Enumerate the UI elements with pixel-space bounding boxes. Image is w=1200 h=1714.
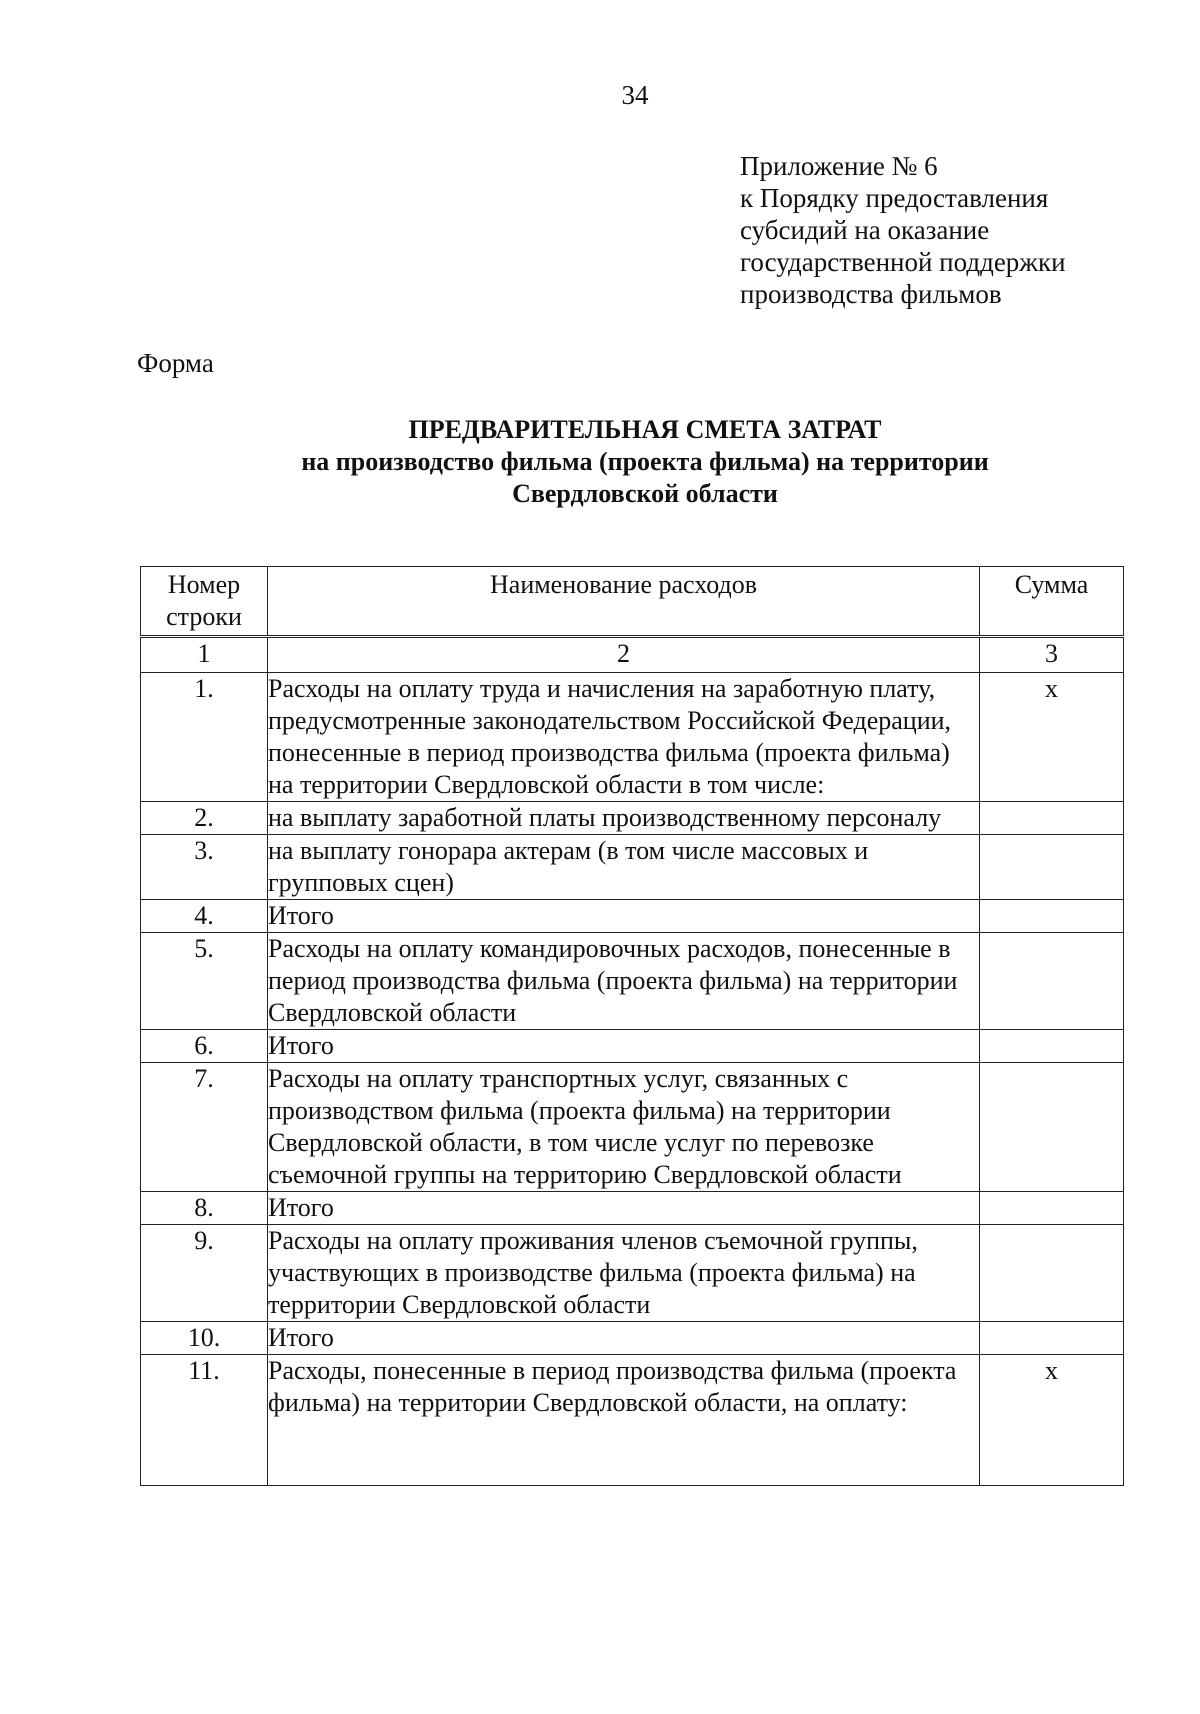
column-number: 2: [268, 637, 980, 673]
row-number-cell: 8.: [141, 1192, 268, 1225]
table-header-row: [141, 567, 1124, 637]
header-name: Наименование расходов: [268, 567, 980, 637]
appendix-note: [740, 150, 1066, 310]
appendix-line: Приложение № 6: [740, 151, 938, 181]
row-name-cell: Расходы на оплату проживания членов съемочной группы, участвующих в производстве фильма (проекта фильма) на территории Свердловской области: [268, 1225, 980, 1322]
row-sum-cell: [980, 1192, 1124, 1225]
row-name-cell: на выплату гонорара актерам (в том числе массовых и групповых сцен): [268, 835, 980, 900]
form-label: Форма: [137, 348, 214, 378]
header-sum: Сумма: [980, 567, 1124, 637]
appendix-line: к Порядку предоставления: [740, 183, 1049, 213]
row-number-cell: 5.: [141, 933, 268, 1030]
row-sum-cell: [980, 1063, 1124, 1192]
row-sum-cell: x: [980, 1355, 1124, 1486]
row-sum-cell: [980, 835, 1124, 900]
row-name-cell: Расходы на оплату труда и начисления на заработную плату, предусмотренные законодательством Российской Федерации, понесенные в период производства фильма (проекта фильма) на территории Свердловской области в том числе:: [268, 673, 980, 802]
table-row: [141, 900, 1124, 933]
estimate-table: [140, 566, 1124, 1486]
row-number-cell: 6.: [141, 1030, 268, 1063]
table-row: [141, 1030, 1124, 1063]
row-name-cell: Расходы, понесенные в период производства фильма (проекта фильма) на территории Свердловской области, на оплату:: [268, 1355, 980, 1486]
row-sum-cell: [980, 1225, 1124, 1322]
row-number-cell: 4.: [141, 900, 268, 933]
column-number: 3: [980, 637, 1124, 673]
appendix-line: субсидий на оказание: [740, 215, 990, 245]
table-row: [141, 1192, 1124, 1225]
title-line-1: ПРЕДВАРИТЕЛЬНАЯ СМЕТА ЗАТРАТ: [408, 415, 882, 444]
row-name-cell: Расходы на оплату транспортных услуг, связанных с производством фильма (проекта фильма) на территории Свердловской области, в том числе услуг по перевозке съемочной группы на территорию Свердловской области: [268, 1063, 980, 1192]
row-name-cell: Итого: [268, 1192, 980, 1225]
row-number-cell: 1.: [141, 673, 268, 802]
document-title: [0, 414, 1200, 510]
row-name-cell: Итого: [268, 1030, 980, 1063]
table-row: [141, 673, 1124, 802]
table-row: [141, 1225, 1124, 1322]
row-number-cell: 10.: [141, 1322, 268, 1355]
row-number-cell: 11.: [141, 1355, 268, 1486]
column-numbers-row: [141, 637, 1124, 673]
row-name-cell: Расходы на оплату командировочных расходов, понесенные в период производства фильма (проекта фильма) на территории Свердловской области: [268, 933, 980, 1030]
row-sum-cell: [980, 802, 1124, 835]
table-row: [141, 835, 1124, 900]
table-row: [141, 1063, 1124, 1192]
page-number: 34: [621, 80, 649, 110]
table-row: [141, 1322, 1124, 1355]
header-number: Номер строки: [141, 567, 268, 637]
row-sum-cell: [980, 1322, 1124, 1355]
table-body: [141, 637, 1124, 1486]
row-number-cell: 2.: [141, 802, 268, 835]
column-number: 1: [141, 637, 268, 673]
row-sum-cell: x: [980, 673, 1124, 802]
table-row: [141, 802, 1124, 835]
row-name-cell: на выплату заработной платы производственному персоналу: [268, 802, 980, 835]
appendix-line: производства фильмов: [740, 279, 1002, 309]
title-line-2: на производство фильма (проекта фильма) на территории: [301, 447, 989, 476]
row-number-cell: 7.: [141, 1063, 268, 1192]
row-number-cell: 9.: [141, 1225, 268, 1322]
row-sum-cell: [980, 1030, 1124, 1063]
row-number-cell: 3.: [141, 835, 268, 900]
appendix-line: государственной поддержки: [740, 247, 1066, 277]
row-name-cell: Итого: [268, 1322, 980, 1355]
table-row: [141, 1355, 1124, 1486]
row-sum-cell: [980, 933, 1124, 1030]
table-row: [141, 933, 1124, 1030]
row-sum-cell: [980, 900, 1124, 933]
title-line-3: Свердловской области: [512, 479, 778, 508]
row-name-cell: Итого: [268, 900, 980, 933]
